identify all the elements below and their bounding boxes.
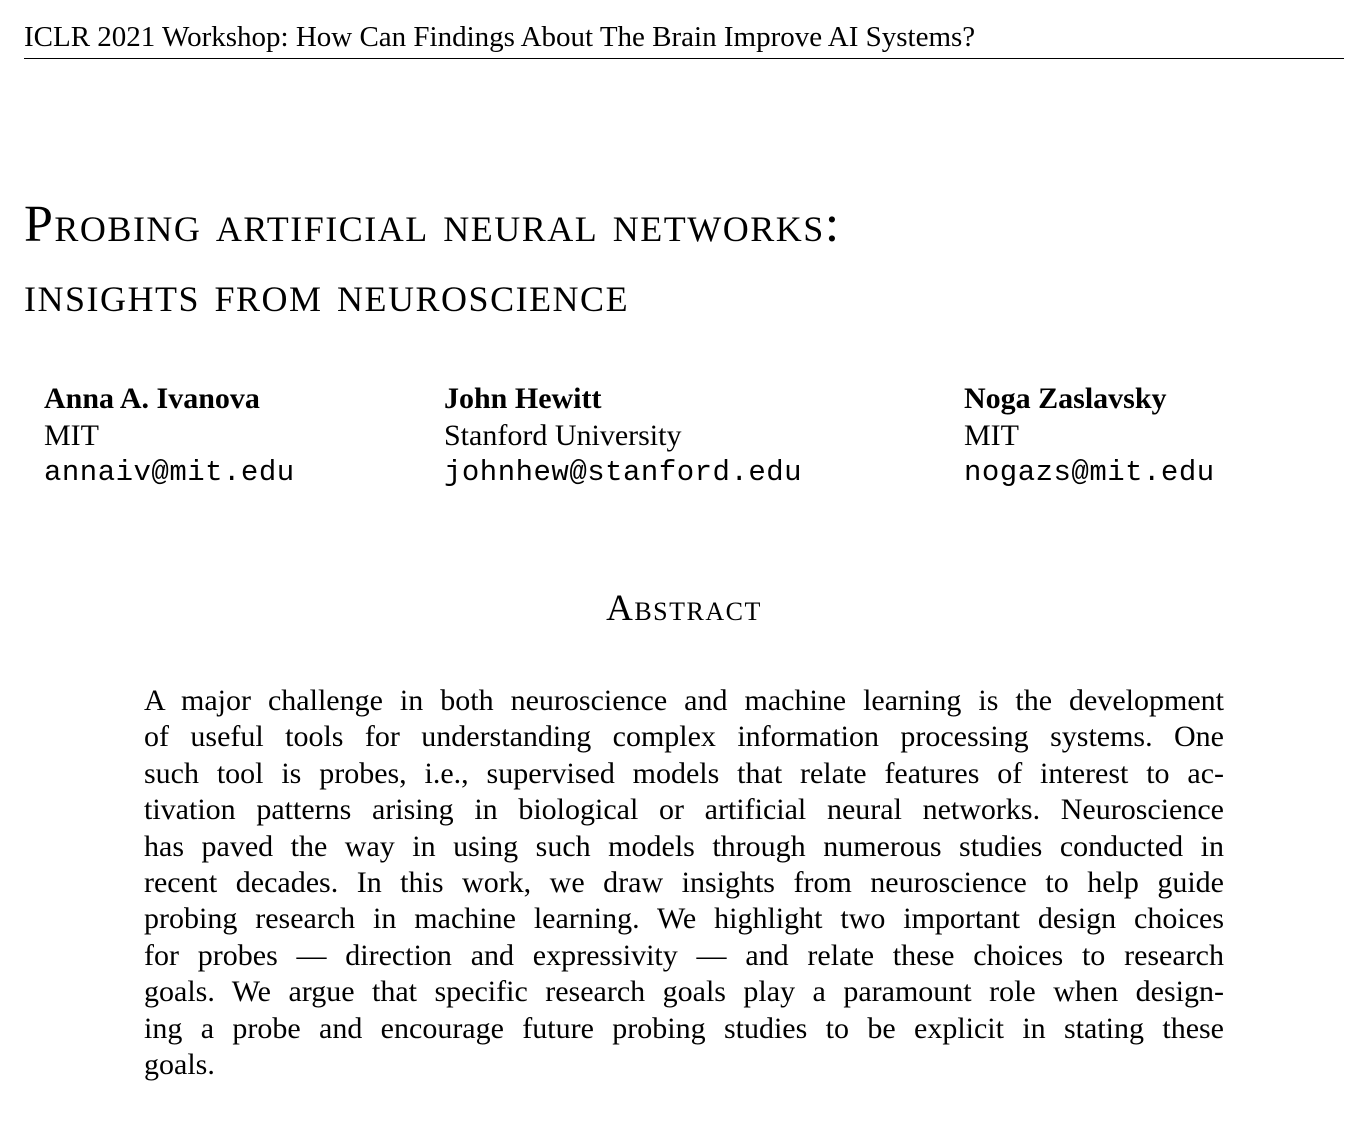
abstract-line: goals. — [144, 1048, 215, 1082]
author-name: Anna A. Ivanova — [44, 382, 260, 415]
author-affiliation: MIT — [44, 419, 99, 452]
author-email[interactable]: annaiv@mit.edu — [44, 456, 295, 489]
abstract-line: for probes — direction and expressivity — and relate these choices to research — [144, 938, 1224, 972]
abstract-line: probing research in machine learning. We highlight two important design choices — [144, 902, 1224, 936]
author-name: John Hewitt — [444, 382, 602, 415]
author-block-hewitt — [444, 380, 802, 491]
author-block-zaslavsky — [964, 380, 1215, 491]
author-email[interactable]: johnhew@stanford.edu — [444, 456, 803, 489]
abstract-heading: Abstract — [606, 588, 762, 629]
abstract-line: goals. We argue that specific research goals play a paramount role when design- — [144, 975, 1224, 1009]
author-email[interactable]: nogazs@mit.edu — [964, 456, 1215, 489]
abstract-line: A major challenge in both neuroscience and machine learning is the development — [144, 684, 1224, 717]
abstract-line: such tool is probes, i.e., supervised models that relate features of interest to ac- — [144, 756, 1224, 790]
author-affiliation: Stanford University — [444, 419, 682, 452]
author-affiliation: MIT — [964, 419, 1019, 452]
abstract-line: has paved the way in using such models through numerous studies conducted in — [144, 829, 1224, 863]
abstract-line: recent decades. In this work, we draw insights from neuroscience to help guide — [144, 866, 1224, 900]
abstract-body — [144, 683, 1224, 1083]
author-block-ivanova — [44, 380, 295, 491]
abstract-line: tivation patterns arising in biological or artificial neural networks. Neuroscience — [144, 793, 1224, 827]
title-line-2: insights from neuroscience — [24, 266, 630, 323]
abstract-line: of useful tools for understanding complex information processing systems. One — [144, 720, 1224, 754]
author-name: Noga Zaslavsky — [964, 382, 1167, 415]
running-header: ICLR 2021 Workshop: How Can Findings About The Brain Improve AI Systems? — [24, 18, 1344, 59]
title-line-1: Probing artificial neural networks: — [24, 196, 841, 253]
paper-title — [24, 190, 1344, 330]
abstract-line: ing a probe and encourage future probing studies to be explicit in stating these — [144, 1011, 1224, 1045]
